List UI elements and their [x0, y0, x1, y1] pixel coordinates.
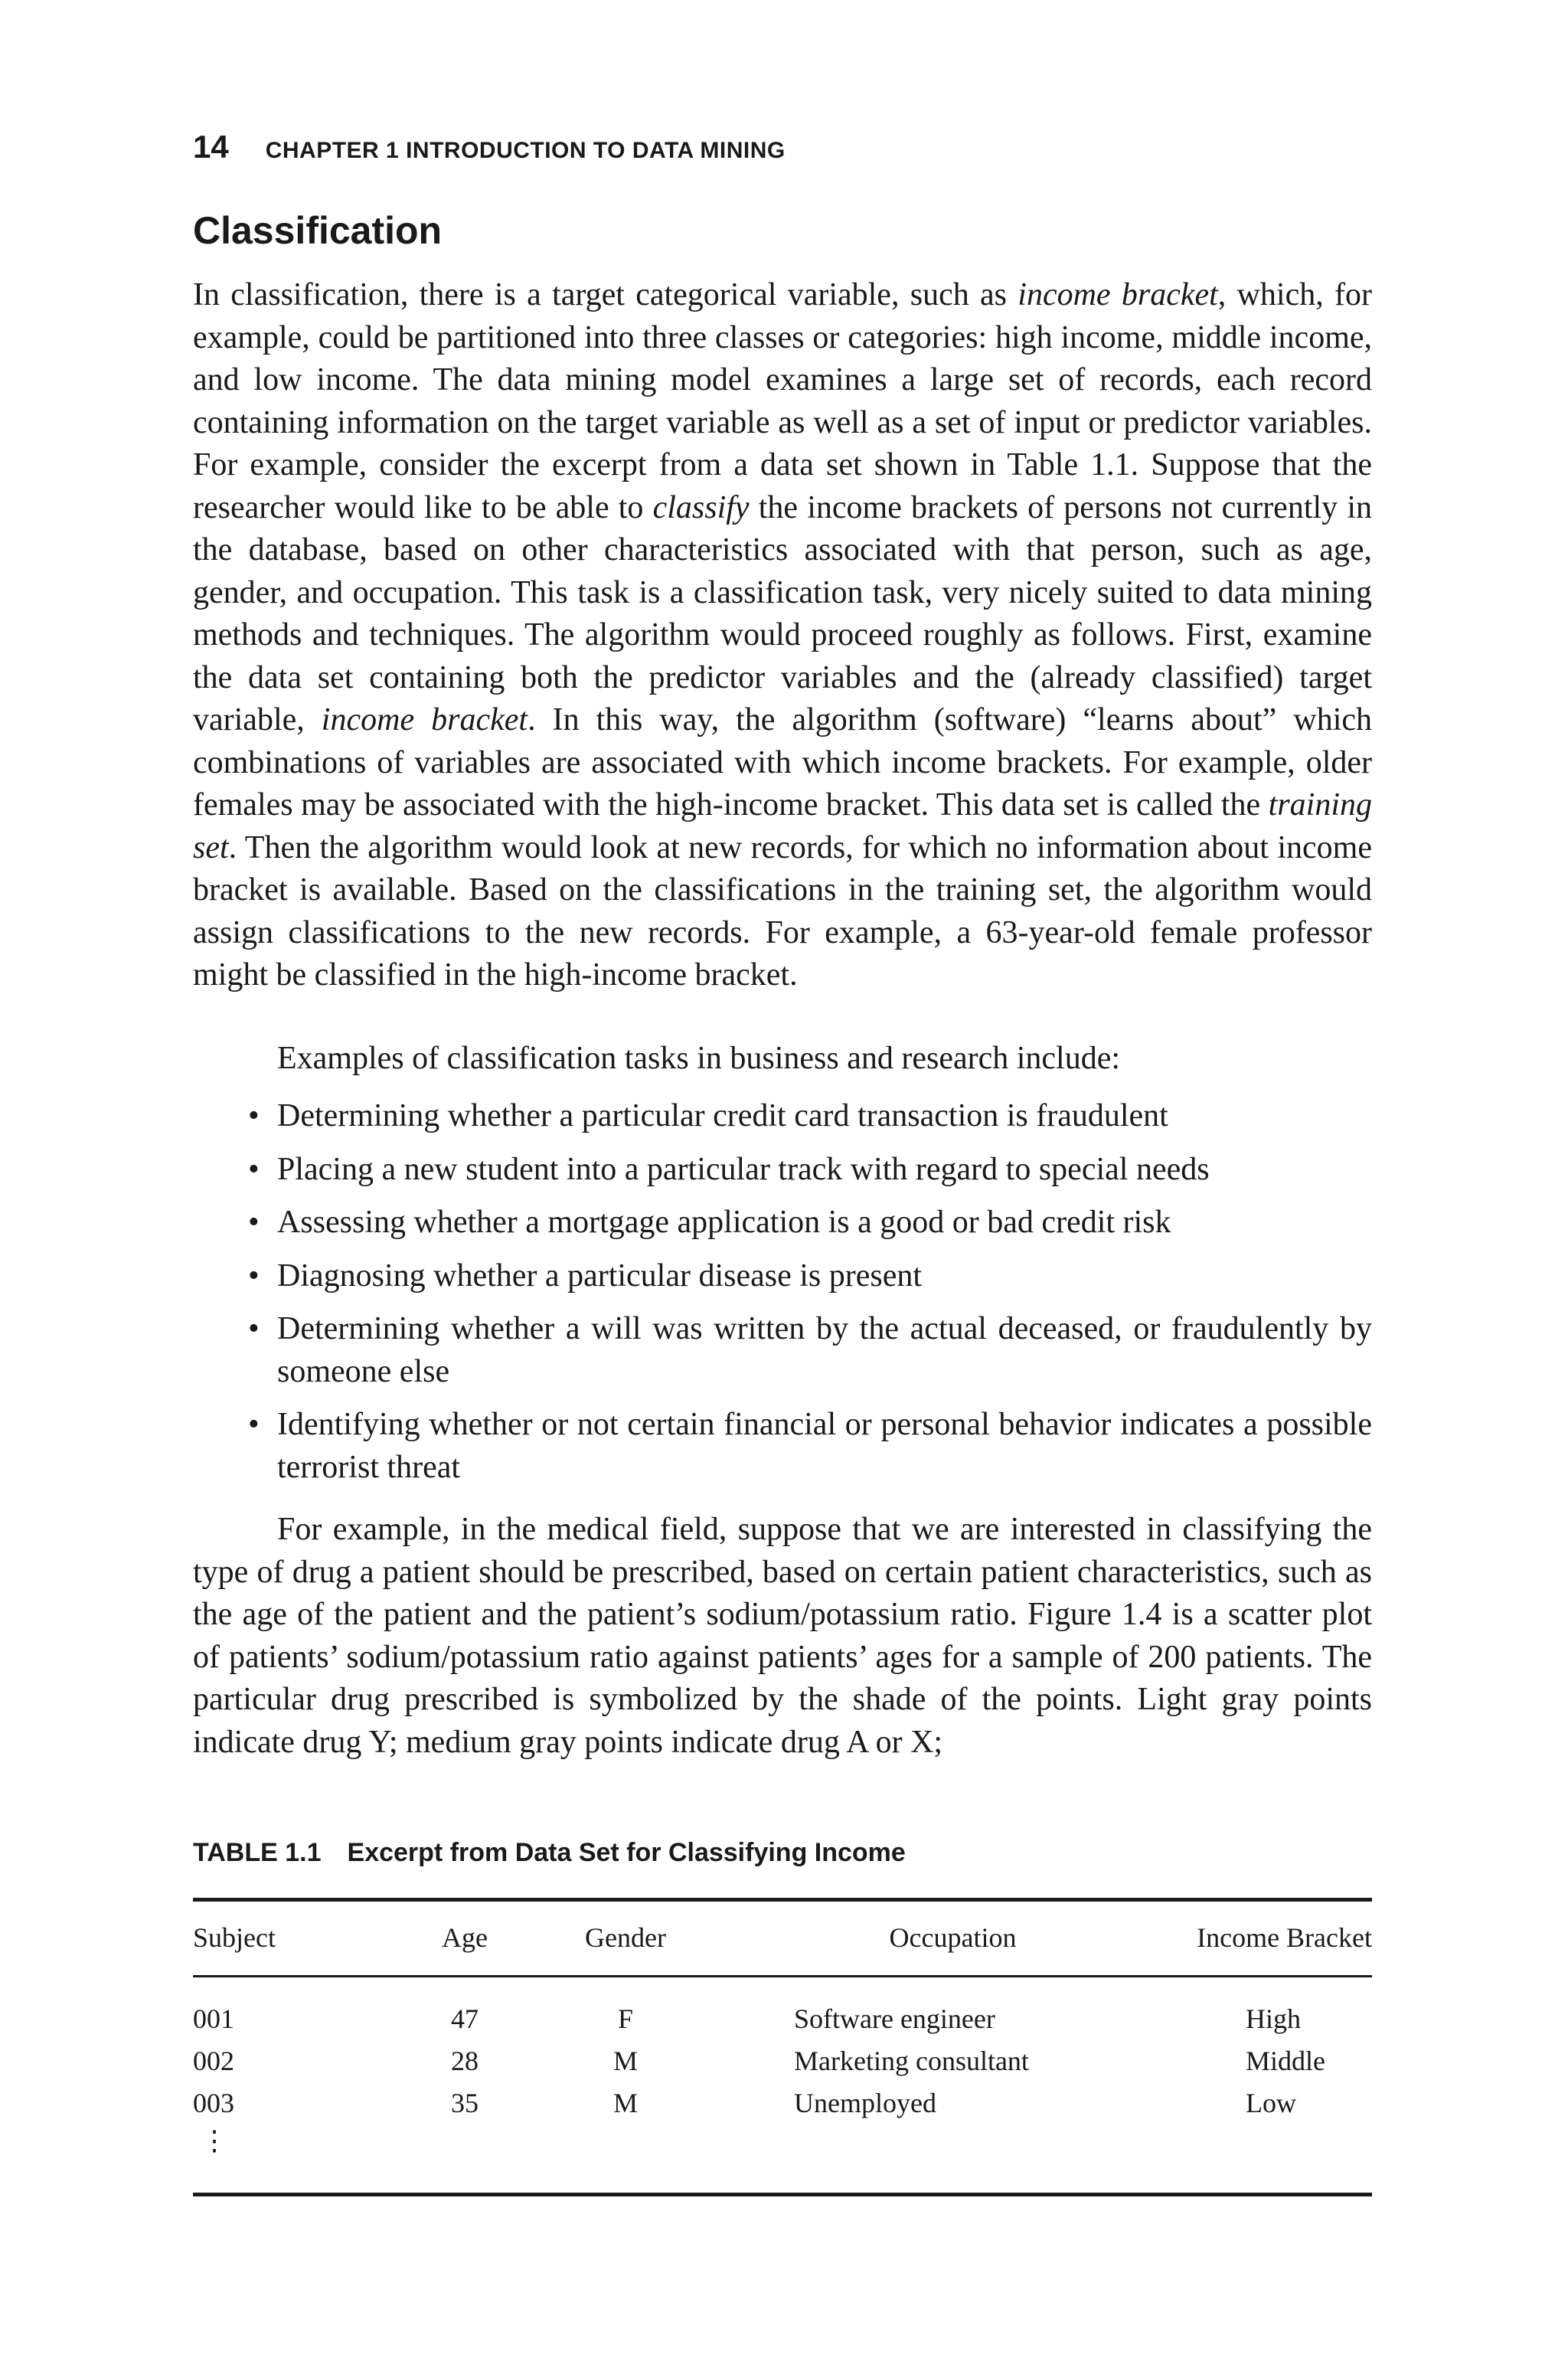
italic-term: income bracket: [321, 702, 528, 738]
italic-term: training set: [193, 787, 1372, 865]
list-item-text: Diagnosing whether a particular disease is present: [277, 1258, 923, 1294]
list-item: [193, 1095, 1372, 1138]
bullet-icon: •: [248, 1098, 260, 1133]
list-item: [193, 1202, 1372, 1245]
cell-income-bracket: Low: [1246, 2087, 1296, 2118]
italic-term: classify: [652, 489, 750, 525]
column-header-subject: Subject: [193, 1922, 276, 1953]
list-item-text: Determining whether a particular credit card transaction is fraudulent: [277, 1098, 1168, 1133]
vertical-ellipsis-icon: ⋮: [201, 2125, 228, 2156]
text-run: . In this way, the algorithm (software) “learns about” which combinations of variables are associated with which income brackets. For example, older females may be associated with the high-income bracket. This data set is called the: [193, 702, 1373, 823]
list-item: [193, 1255, 1372, 1298]
page-number: 14: [193, 129, 229, 165]
cell-subject: 001: [193, 2003, 234, 2034]
cell-age: 35: [451, 2087, 479, 2118]
section-title: Classification: [193, 209, 443, 252]
table-row: [193, 2039, 1372, 2082]
text-run: In classification, there is a target categorical variable, such as: [193, 277, 1018, 312]
list-item-text: Identifying whether or not certain financial or personal behavior indicates a possible terrorist threat: [277, 1407, 1372, 1485]
table-row: [193, 1977, 1372, 2040]
cell-subject: 002: [193, 2045, 234, 2076]
paragraph-medical-example: For example, in the medical field, suppose that we are interested in classifying the type of drug a patient should be prescribed, based on certain patient characteristics, such as the age of the patient and the patient’s sodium/potassium ratio. Figure 1.4 is a scatter plot of patients’ sodium/potassium ratio against patients’ ages for a sample of 200 patients. The particular drug prescribed is symbolized by the shade of the points. Light gray points indicate drug Y; medium gray points indicate drug A or X;: [193, 1512, 1372, 1760]
data-table: [193, 1898, 1372, 2193]
text-run: the income brackets of persons not currently in the database, based on other characteristics associated with that person, such as age, gender, and occupation. This task is a classification task, very nicely suited to data mining methods and techniques. The algorithm would proceed roughly as follows. First, examine the data set containing both the predictor variables and the (already classified) target variable,: [193, 489, 1372, 738]
cell-occupation: Unemployed: [794, 2087, 936, 2118]
column-header-age: Age: [442, 1922, 488, 1953]
cell-subject: 003: [193, 2087, 234, 2118]
examples-bullet-list: [193, 1095, 1372, 1500]
table-bottom-rule: [193, 2193, 1372, 2196]
list-item-text: Assessing whether a mortgage application is a good or bad credit risk: [277, 1205, 1171, 1240]
cell-gender: M: [612, 2087, 638, 2118]
text-run: , which, for example, could be partitioned into three classes or categories: high income, middle income, and low income. The data mining model examines a large set of records, each record containing information on the target variable as well as a set of input or predictor variables. For example, consider the excerpt from a data set shown in Table 1.1. Suppose that the researcher would like to be able to: [193, 277, 1372, 525]
cell-occupation: Software engineer: [794, 2003, 995, 2034]
italic-term: income bracket: [1018, 277, 1218, 312]
list-item: [193, 1308, 1372, 1393]
table-title: Excerpt from Data Set for Classifying Income: [347, 1838, 906, 1867]
table-number: TABLE 1.1: [193, 1838, 322, 1867]
column-header-occupation: Occupation: [889, 1922, 1017, 1953]
column-header-gender: Gender: [585, 1922, 666, 1953]
cell-age: 47: [451, 2003, 479, 2034]
paragraph-examples-intro: Examples of classification tasks in business and research include:: [277, 1041, 1121, 1076]
cell-gender: M: [612, 2045, 638, 2076]
column-header-income-bracket: Income Bracket: [1197, 1922, 1372, 1953]
list-item-text: Placing a new student into a particular track with regard to special needs: [277, 1151, 1210, 1187]
table-row: [193, 2082, 1372, 2124]
bullet-icon: •: [248, 1407, 260, 1442]
bullet-icon: •: [248, 1205, 260, 1240]
text-run: . Then the algorithm would look at new records, for which no information about income bracket is available. Based on the classifications in the training set, the algorithm would assign classifications to the new records. For example, a 63-year-old female professor might be classified in the high-income bracket.: [193, 829, 1372, 993]
list-item: [193, 1404, 1372, 1489]
list-item: [193, 1149, 1372, 1192]
list-item-text: Determining whether a will was written by the actual deceased, or fraudulently by someone else: [277, 1311, 1372, 1389]
cell-age: 28: [451, 2045, 479, 2076]
cell-occupation: Marketing consultant: [794, 2045, 1029, 2076]
cell-income-bracket: Middle: [1246, 2045, 1325, 2076]
running-header: [193, 129, 1372, 167]
table-caption: [193, 1838, 906, 1868]
table-continuation-row: [193, 2124, 1372, 2193]
table-header-row: [193, 1900, 1372, 1977]
income-table: [193, 1898, 1372, 2196]
bullet-icon: •: [248, 1311, 260, 1346]
bullet-icon: •: [248, 1258, 260, 1294]
chapter-heading: CHAPTER 1 INTRODUCTION TO DATA MINING: [265, 138, 786, 163]
paragraph-classification-intro: [193, 274, 1372, 997]
cell-income-bracket: High: [1246, 2003, 1301, 2034]
cell-gender: F: [617, 2003, 634, 2034]
bullet-icon: •: [248, 1151, 260, 1187]
